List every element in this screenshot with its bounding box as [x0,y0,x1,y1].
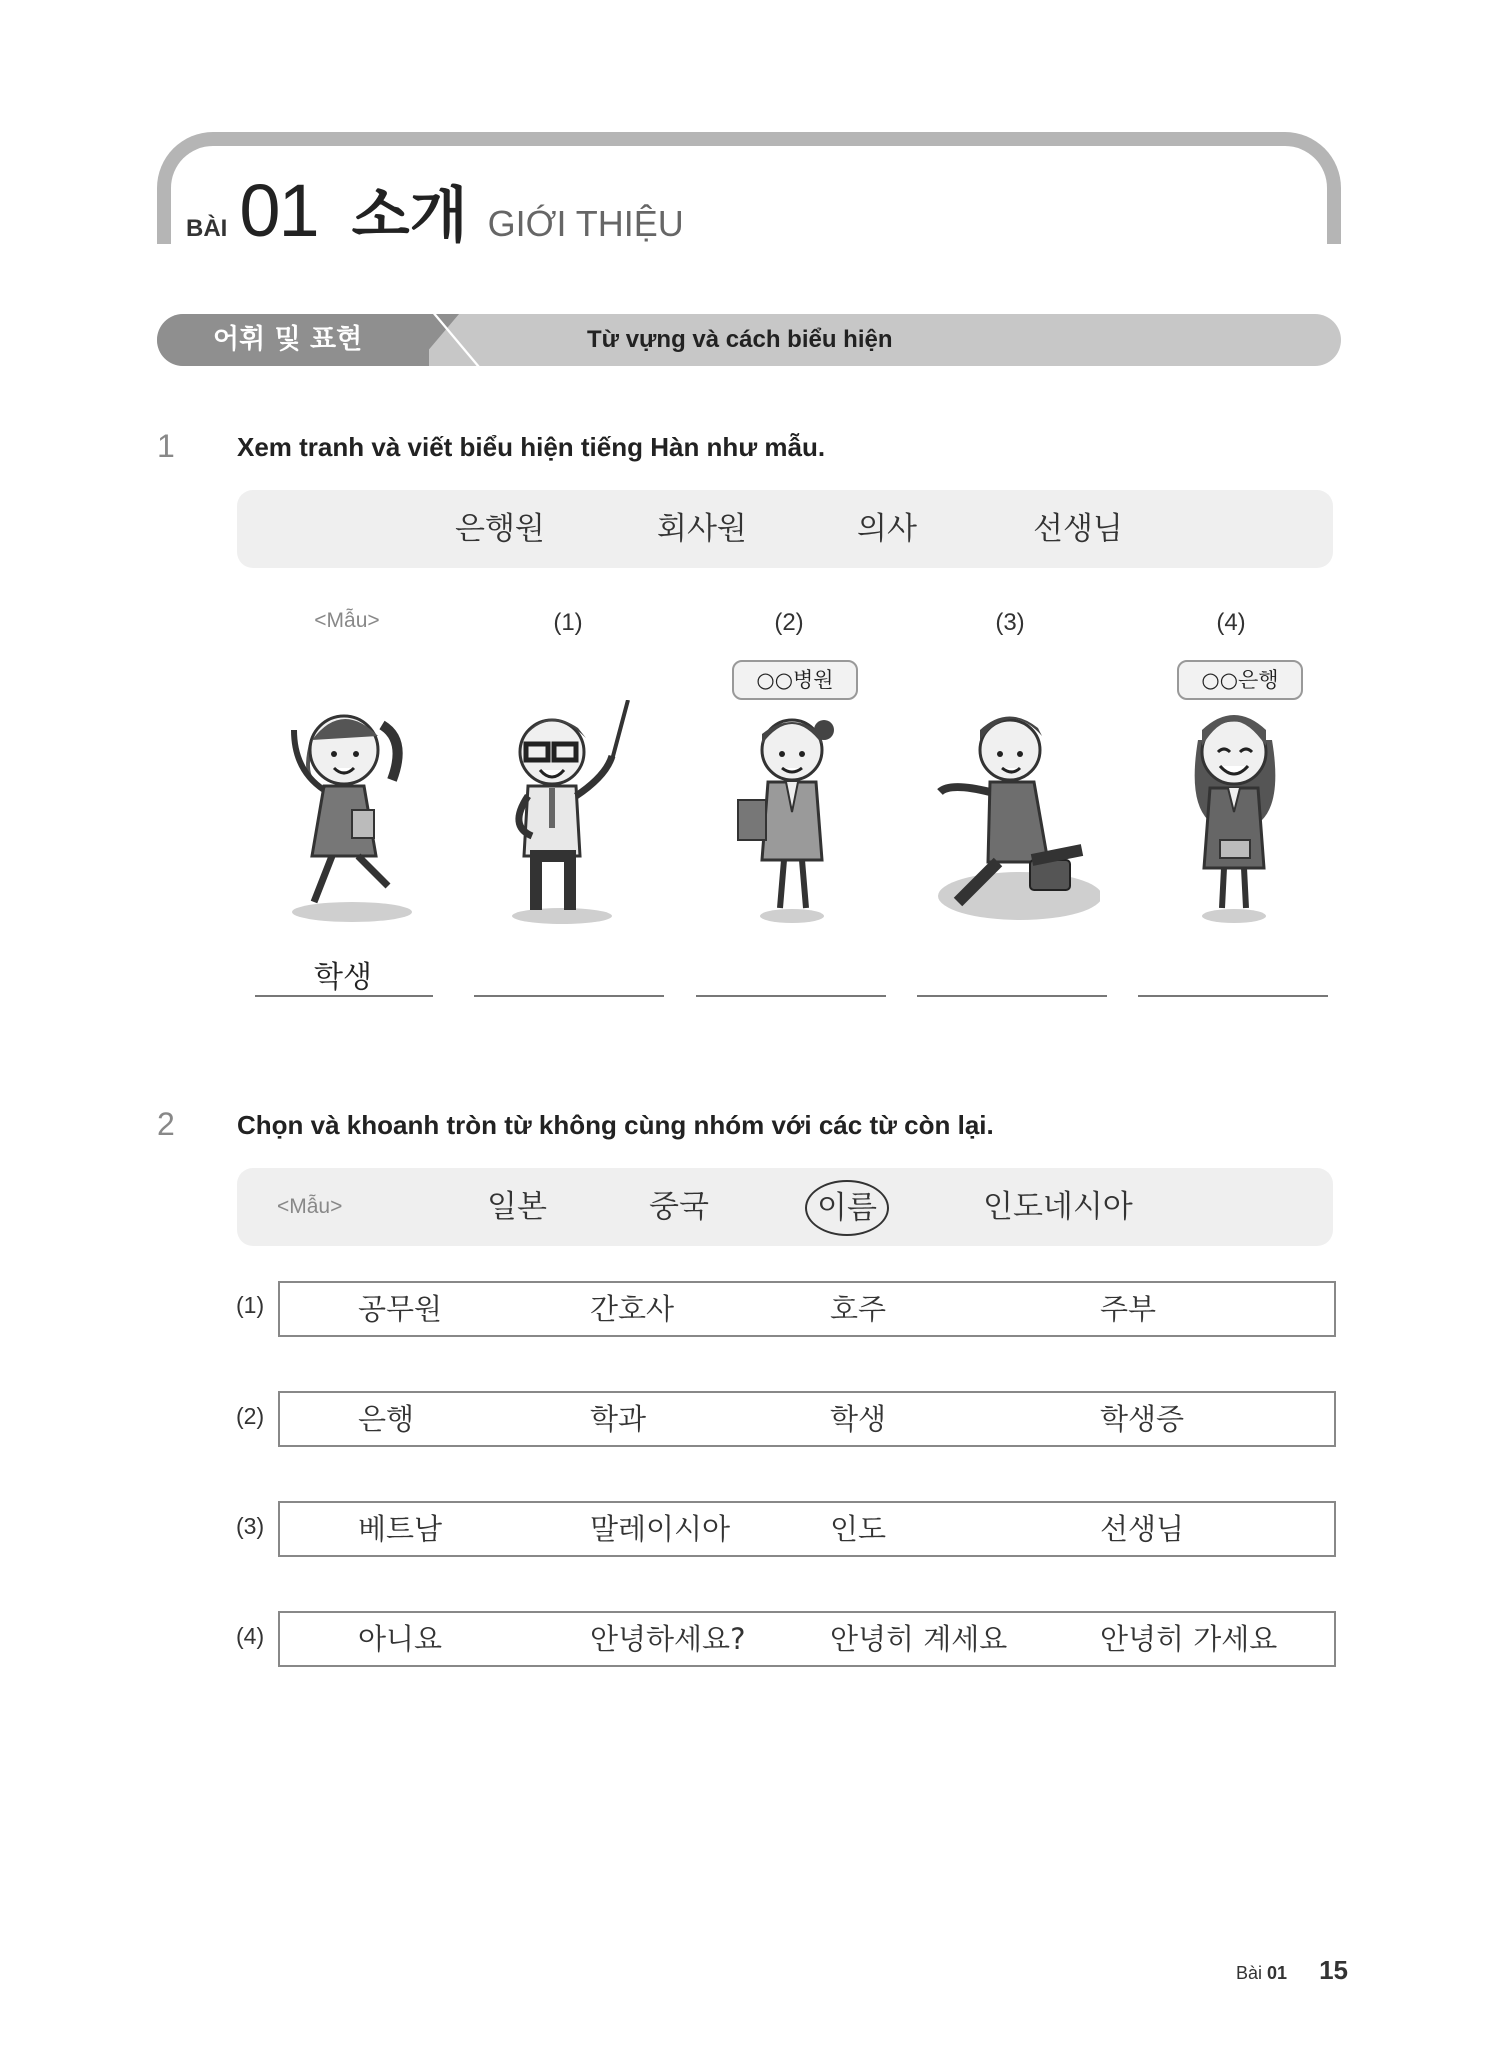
footer-lesson [1236,1963,1287,1984]
choice-word[interactable]: 공무원 [358,1292,443,1326]
choice-word[interactable]: 베트남 [358,1512,443,1546]
picture-label: (2) [774,609,804,636]
picture-label: (4) [1216,609,1246,636]
word-bank-item: 은행원 [455,511,545,547]
choice-word[interactable]: 안녕히 계세요 [830,1622,1008,1656]
lesson-word: BÀI [186,215,228,242]
word-bank-item: 의사 [857,511,917,547]
picture-label: (3) [995,609,1025,636]
choice-word[interactable]: 말레이시아 [590,1512,731,1546]
page-footer [1236,1955,1348,1986]
choice-row-2 [278,1391,1336,1447]
picture-label-sample: <Mẫu> [314,609,380,632]
student-girl-illustration [272,700,422,930]
doctor-illustration [720,700,870,930]
answer-line-1[interactable] [474,995,664,997]
row-label: (1) [236,1292,265,1318]
choice-word[interactable]: 간호사 [590,1292,675,1326]
choice-word[interactable]: 학과 [590,1402,647,1436]
picture-label: (1) [553,609,583,636]
choice-word[interactable]: 학생 [830,1402,887,1436]
choice-row-1 [278,1281,1336,1337]
answer-line-4[interactable] [1138,995,1328,997]
exercise-2-instruction: Chọn và khoanh tròn từ không cùng nhóm với các từ còn lại. [237,1110,994,1140]
choice-word[interactable]: 안녕하세요? [590,1622,746,1656]
sample-label: <Mẫu> [277,1195,343,1218]
lesson-title-korean: 소개 [351,181,468,251]
row-label: (2) [236,1403,265,1429]
word-bank-item: 선생님 [1033,511,1123,547]
answer-line-3[interactable] [917,995,1107,997]
choice-word[interactable]: 선생님 [1100,1512,1185,1546]
bank-clerk-illustration [1158,700,1308,930]
sample-box [237,1168,1333,1246]
choice-word[interactable]: 안녕히 가세요 [1100,1622,1278,1656]
choice-word[interactable]: 호주 [830,1292,887,1326]
word-bank [237,490,1333,568]
sample-word: 일본 [487,1189,547,1225]
lesson-header [186,168,684,252]
exercise-1-instruction: Xem tranh và viết biểu hiện tiếng Hàn như mẫu. [237,432,826,462]
exercise-2-number: 2 [157,1106,175,1142]
teacher-illustration [492,700,642,930]
lesson-title-vietnamese: GIỚI THIỆU [487,203,684,244]
choice-word[interactable]: 아니요 [358,1622,443,1656]
section-tab-korean: 어휘 및 표현 [157,314,429,366]
exercise-1-number: 1 [157,428,175,464]
answer-line-sample [255,995,433,997]
word-bank-item: 회사원 [657,511,747,547]
sample-word: 중국 [649,1189,709,1225]
footer-lesson-number: 01 [1267,1963,1288,1983]
sample-answer: 학생 [314,960,372,995]
section-tab-slant [415,314,459,366]
choice-word[interactable]: 주부 [1100,1292,1157,1326]
page-number: 15 [1319,1955,1348,1985]
choice-word[interactable]: 은행 [358,1402,415,1436]
row-label: (4) [236,1623,265,1649]
office-worker-illustration [910,700,1100,930]
choice-row-4 [278,1611,1336,1667]
choice-word[interactable]: 인도 [830,1512,887,1546]
sample-word: 인도네시아 [983,1189,1133,1225]
choice-word[interactable]: 학생증 [1100,1402,1185,1436]
footer-lesson-word: Bài [1236,1963,1263,1983]
sample-word-circled: 이름 [805,1180,889,1236]
choice-row-3 [278,1501,1336,1557]
section-banner [157,314,1341,366]
answer-line-2[interactable] [696,995,886,997]
section-label-vietnamese: Từ vựng và cách biểu hiện [587,326,893,353]
hospital-sign: ○○병원 [732,660,858,700]
lesson-number: 01 [239,169,318,252]
row-label: (3) [236,1513,265,1539]
bank-sign: ○○은행 [1177,660,1303,700]
